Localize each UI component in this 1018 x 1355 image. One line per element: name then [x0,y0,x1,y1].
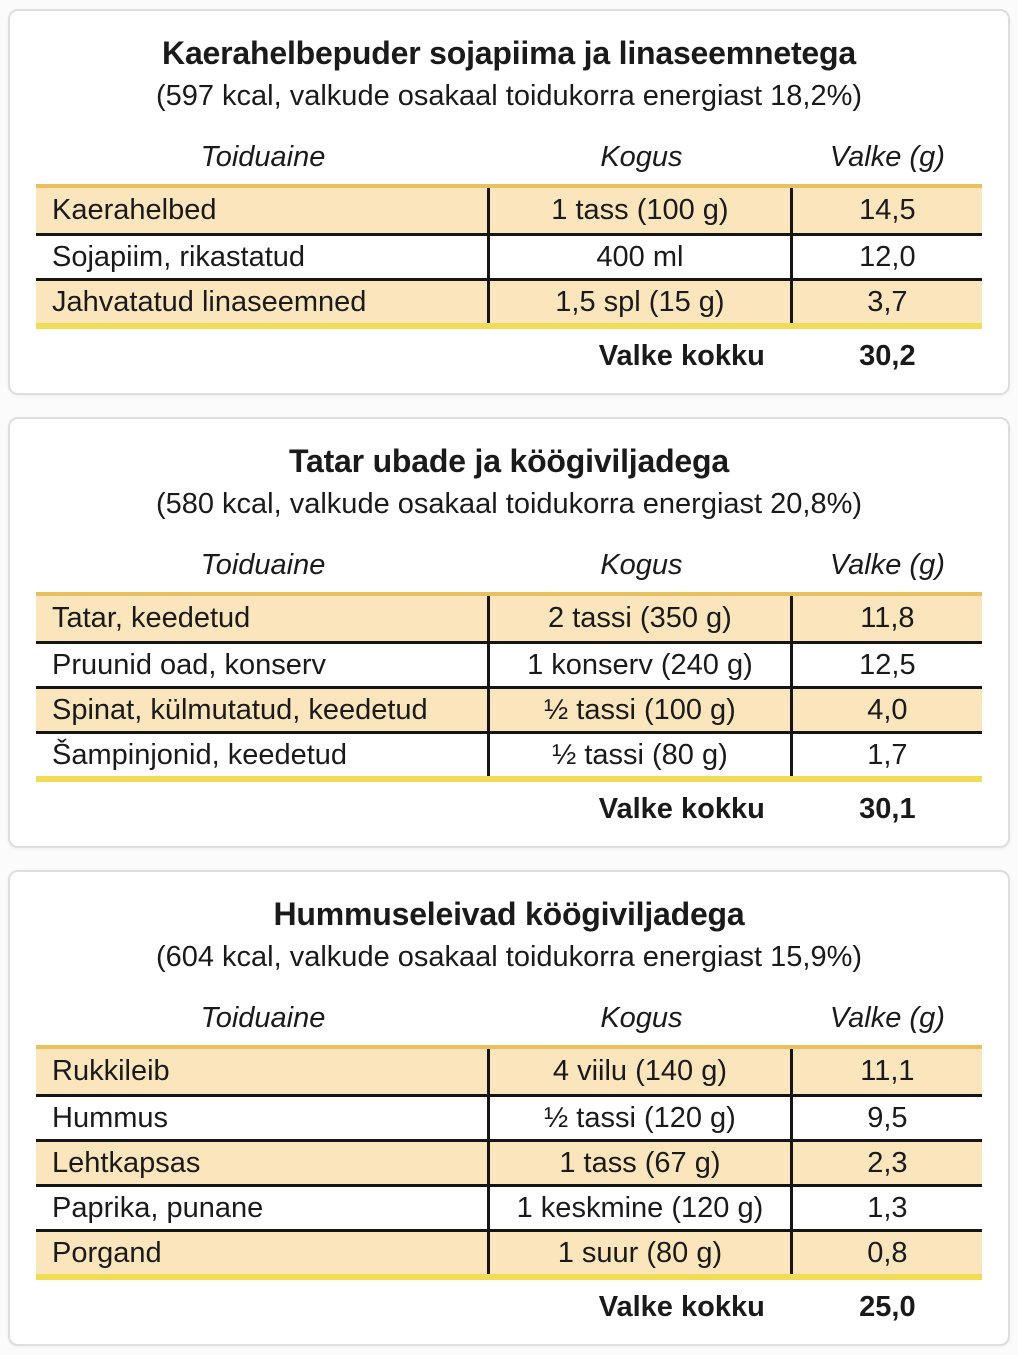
amount-cell: 1 konserv (240 g) [490,644,793,686]
ingredient-cell: Sojapiim, rikastatud [36,236,490,278]
total-row [36,329,982,379]
ingredient-cell: Porgand [36,1232,490,1274]
total-protein-value: 30,2 [859,340,916,372]
column-header-ingredient: Toiduaine [200,549,326,581]
table-body [36,592,982,782]
amount-cell: ½ tassi (80 g) [490,734,793,776]
table-row [36,188,982,233]
table-body [36,184,982,329]
column-header-amount: Kogus [600,549,683,581]
meal-kcal-subtitle: (580 kcal, valkude osakaal toidukorra energiast 20,8%) [155,488,863,520]
protein-cell: 11,8 [860,602,915,634]
column-header-ingredient: Toiduaine [200,141,326,173]
table-body [36,1045,982,1280]
amount-cell: 1,5 spl (15 g) [490,281,793,323]
ingredient-cell: Spinat, külmutatud, keedetud [36,689,490,731]
column-header-amount: Kogus [600,1002,683,1034]
amount-cell: 2 tassi (350 g) [490,596,793,641]
table-row [36,1139,982,1184]
table-row [36,1094,982,1139]
ingredient-cell: Jahvatatud linaseemned [36,281,490,323]
meal-card-kaerahelbepuder [8,9,1010,395]
total-row [36,1280,982,1330]
amount-cell: ½ tassi (120 g) [490,1097,793,1139]
table-header-row [36,549,982,592]
meal-title: Tatar ubade ja köögiviljadega [289,443,729,479]
meal-kcal-subtitle: (597 kcal, valkude osakaal toidukorra energiast 18,2%) [155,80,863,112]
table-row [36,731,982,776]
table-row [36,278,982,323]
table-row [36,1049,982,1094]
protein-cell: 12,0 [859,240,916,273]
ingredient-cell: Lehtkapsas [36,1142,490,1184]
table-row [36,596,982,641]
total-label: Valke kokku [598,1291,765,1323]
amount-cell: 400 ml [490,236,793,278]
protein-cell: 12,5 [859,648,916,681]
ingredient-cell: Paprika, punane [36,1187,490,1229]
column-header-protein: Valke (g) [829,549,945,581]
protein-cell: 9,5 [867,1101,908,1134]
protein-cell: 11,1 [860,1055,915,1087]
protein-cell: 0,8 [867,1236,908,1269]
column-header-amount: Kogus [600,141,683,173]
total-label: Valke kokku [598,793,765,825]
amount-cell: 1 suur (80 g) [490,1232,793,1274]
table-row [36,686,982,731]
table-header-row [36,141,982,184]
table-row [36,233,982,278]
meal-kcal-subtitle: (604 kcal, valkude osakaal toidukorra energiast 15,9%) [155,941,863,973]
protein-cell: 1,3 [867,1191,908,1224]
total-row [36,782,982,832]
ingredient-cell: Rukkileib [36,1049,490,1094]
column-header-protein: Valke (g) [829,1002,945,1034]
table-header-row [36,1002,982,1045]
table-row [36,641,982,686]
column-header-ingredient: Toiduaine [200,1002,326,1034]
meal-card-tatar [8,417,1010,848]
meal-title: Hummuseleivad köögiviljadega [273,896,745,932]
amount-cell: 1 keskmine (120 g) [490,1187,793,1229]
meal-title: Kaerahelbepuder sojapiima ja linaseemnetega [162,35,856,71]
ingredient-cell: Kaerahelbed [36,188,490,233]
ingredient-cell: Šampinjonid, keedetud [36,734,490,776]
amount-cell: 1 tass (100 g) [490,188,793,233]
protein-cell: 3,7 [867,285,908,318]
protein-cell: 2,3 [867,1146,908,1179]
table-row [36,1184,982,1229]
total-protein-value: 25,0 [859,1291,916,1323]
amount-cell: 4 viilu (140 g) [490,1049,793,1094]
meal-card-hummuseleivad [8,870,1010,1346]
total-protein-value: 30,1 [859,793,916,825]
column-header-protein: Valke (g) [829,141,945,173]
ingredient-cell: Hummus [36,1097,490,1139]
table-row [36,1229,982,1274]
amount-cell: ½ tassi (100 g) [490,689,793,731]
protein-cell: 4,0 [867,693,908,726]
total-label: Valke kokku [598,340,765,372]
protein-cell: 14,5 [859,194,916,226]
protein-cell: 1,7 [867,738,908,771]
ingredient-cell: Tatar, keedetud [36,596,490,641]
ingredient-cell: Pruunid oad, konserv [36,644,490,686]
amount-cell: 1 tass (67 g) [490,1142,793,1184]
